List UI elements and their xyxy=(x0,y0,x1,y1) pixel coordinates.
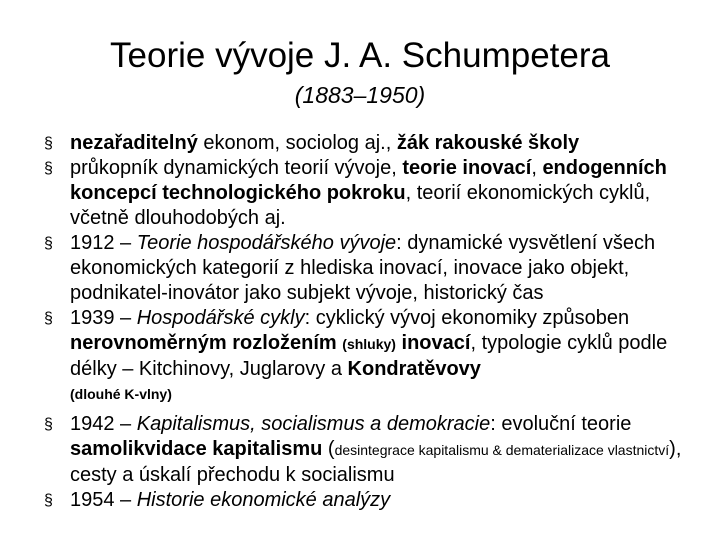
text-run: , xyxy=(531,157,543,179)
text-run: nerovnoměrným rozložením xyxy=(70,332,343,354)
bullet-marker: § xyxy=(44,235,53,252)
bullet-item xyxy=(44,156,706,231)
text-run: nezařaditelný xyxy=(70,132,198,154)
text-run: , teorií ekonomických cyklů, včetně dlouhodobých aj. xyxy=(70,182,651,229)
text-run: , typologie cyklů podle délky – Kitchinovy, Juglarovy a xyxy=(70,332,668,380)
text-run: 1912 – xyxy=(70,232,137,254)
bullet-note: (dlouhé K-vlny) xyxy=(70,386,172,402)
text-run: : evoluční teorie xyxy=(490,413,632,435)
bullet-list xyxy=(44,131,706,513)
bullet-text xyxy=(70,157,667,229)
bullet-item xyxy=(44,231,706,306)
bullet-item xyxy=(44,412,706,488)
bullet-marker: § xyxy=(44,160,53,177)
bullet-item xyxy=(44,488,706,513)
text-run: desintegrace kapitalismu & dematerializace vlastnictví xyxy=(334,442,670,458)
bullet-text xyxy=(70,232,655,304)
text-run: inovací xyxy=(395,332,471,354)
slide-title: Teorie vývoje J. A. Schumpetera xyxy=(110,36,610,75)
text-run: Teorie hospodářského vývoje xyxy=(136,232,397,254)
text-run: Hospodářské cykly xyxy=(136,307,305,329)
text-run: (shluky) xyxy=(342,336,396,352)
slide-subtitle: (1883–1950) xyxy=(294,82,426,108)
text-run: : cyklický vývoj ekonomiky způsoben xyxy=(304,307,630,329)
bullet-item xyxy=(44,306,706,404)
text-run: Kapitalismus, socialismus a demokracie xyxy=(136,413,491,435)
bullet-marker: § xyxy=(44,310,53,327)
text-run: žák rakouské školy xyxy=(396,132,580,154)
text-run: samolikvidace kapitalismu xyxy=(70,438,323,460)
bullet-text xyxy=(70,132,579,154)
text-run: Historie ekonomické analýzy xyxy=(136,489,391,511)
text-run: : dynamické vysvětlení všech ekonomických kategorií z hlediska inovací, inovace jako objekt, podnikatel-inovátor jako subjekt vývoje, historický čas xyxy=(70,232,656,304)
bullet-text xyxy=(70,413,681,486)
bullet-marker: § xyxy=(44,135,53,152)
text-run: průkopník dynamických teorií vývoje, xyxy=(70,157,403,179)
bullet-text xyxy=(70,489,390,511)
text-run: endogenních koncepcí technologického pokroku xyxy=(70,157,667,204)
text-run: Kondratěvovy xyxy=(347,358,481,380)
bullet-text xyxy=(70,307,667,380)
text-run: ( xyxy=(322,438,335,460)
text-run: teorie inovací xyxy=(402,157,532,179)
bullet-item xyxy=(44,131,706,156)
text-run: 1942 – xyxy=(70,413,137,435)
bullet-marker: § xyxy=(44,492,53,509)
text-run: ), cesty a úskalí přechodu k socialismu xyxy=(70,438,682,486)
text-run: 1939 – xyxy=(70,307,137,329)
bullet-marker: § xyxy=(44,416,53,433)
text-run: ekonom, sociolog aj., xyxy=(197,132,397,154)
text-run: 1954 – xyxy=(70,489,137,511)
